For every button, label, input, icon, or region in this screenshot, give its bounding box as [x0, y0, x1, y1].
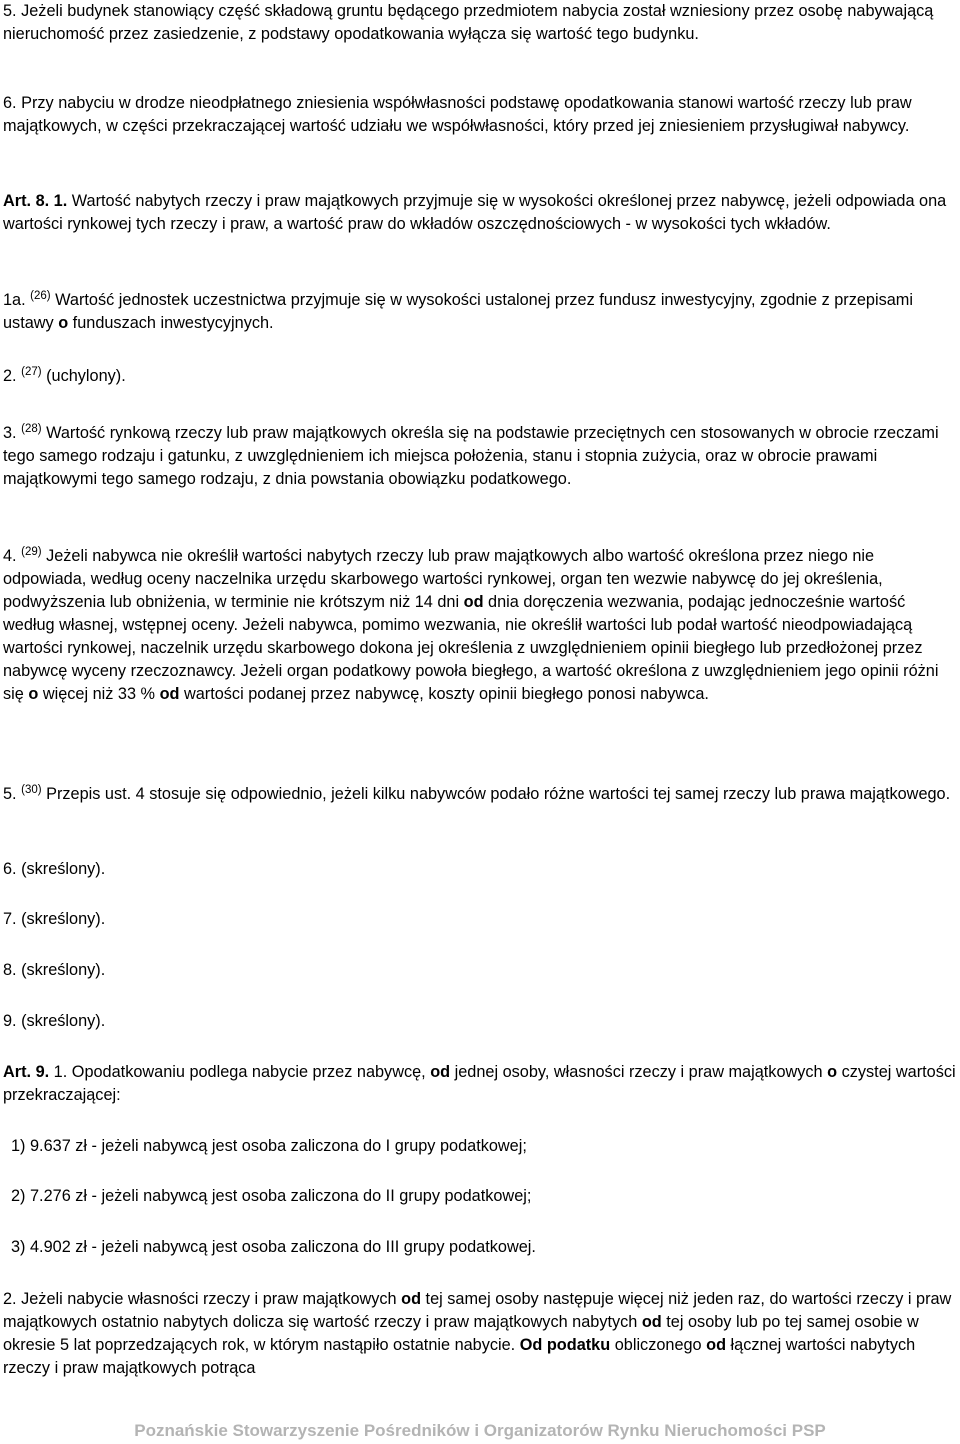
- text-run: tej osoby lub po tej samej osobie w okresie 5 lat poprzedzających rok, w którym nastąpiło ostatnie nabycie.: [3, 1313, 919, 1354]
- paragraph: [3, 1061, 958, 1107]
- footnote-ref: (26): [30, 290, 51, 302]
- text-run: 2.: [3, 367, 22, 385]
- list-item: [3, 1185, 960, 1208]
- text-run: 1. Opodatkowaniu podlega nabycie przez nabywcę,: [49, 1063, 431, 1081]
- paragraph: [3, 289, 958, 335]
- text-run: 2) 7.276 zł - jeżeli nabywcą jest osoba zaliczona do II grupy podatkowej;: [11, 1187, 532, 1205]
- paragraph: [3, 422, 958, 491]
- text-run: Wartość rynkową rzeczy lub praw majątkowych określa się na podstawie przeciętnych cen stosowanych w obrocie rzeczami tego samego rodzaju i gatunku, z uwzględnieniem ich miejsca położenia, stanu i stopnia zużycia, oraz w obrocie prawami majątkowymi tego samego rodzaju, z dnia powstania obowiązku podatkowego.: [3, 424, 939, 488]
- text-run: więcej niż 33 %: [38, 685, 160, 703]
- list-item: [3, 1236, 960, 1259]
- paragraph: [3, 1288, 958, 1380]
- bold-text: od: [706, 1336, 727, 1354]
- paragraph: [3, 959, 958, 982]
- text-run: (uchylony).: [41, 367, 126, 385]
- paragraph: [3, 365, 958, 388]
- text-run: 5.: [3, 785, 22, 803]
- text-run: 7. (skreślony).: [3, 910, 106, 928]
- text-run: Wartość jednostek uczestnictwa przyjmuje się w wysokości ustalonej przez fundusz inwestycyjny, zgodnie z przepisami ustawy: [3, 291, 913, 332]
- text-run: 3.: [3, 424, 22, 442]
- text-run: 6. (skreślony).: [3, 860, 106, 878]
- bold-text: Od podatku: [519, 1336, 611, 1354]
- text-run: wartości podanej przez nabywcę, koszty opinii biegłego ponosi nabywca.: [179, 685, 709, 703]
- list-item: [3, 1135, 960, 1158]
- text-run: łącznej wartości nabytych rzeczy i praw majątkowych potrąca: [3, 1336, 916, 1377]
- text-run: 1a.: [3, 291, 31, 309]
- footnote-ref: (29): [21, 546, 42, 558]
- footnote-ref: (28): [21, 423, 42, 435]
- text-run: 8. (skreślony).: [3, 961, 106, 979]
- bold-text: od: [159, 685, 180, 703]
- text-run: Wartość nabytych rzeczy i praw majątkowych przyjmuje się w wysokości określonej przez nabywcę, jeżeli odpowiada ona wartości rynkowej tych rzeczy i praw, a wartość praw do wkładów oszczędnościowych - w wysokości tych wkładów.: [3, 192, 947, 233]
- paragraph: [3, 1010, 958, 1033]
- text-run: 3) 4.902 zł - jeżeli nabywcą jest osoba zaliczona do III grupy podatkowej.: [11, 1238, 536, 1256]
- bold-text: od: [430, 1063, 451, 1081]
- bold-text: od: [401, 1290, 422, 1308]
- footnote-ref: (30): [21, 784, 42, 796]
- paragraph: [3, 783, 958, 806]
- bold-text: o: [28, 685, 39, 703]
- footnote-ref: (27): [21, 366, 42, 378]
- bold-text: od: [641, 1313, 662, 1331]
- paragraph: [3, 858, 958, 881]
- text-run: 4.: [3, 547, 22, 565]
- bold-text: od: [463, 593, 484, 611]
- text-run: jednej osoby, własności rzeczy i praw majątkowych: [450, 1063, 828, 1081]
- text-run: 5. Jeżeli budynek stanowiący część składową gruntu będącego przedmiotem nabycia został wzniesiony przez osobę nabywającą nieruchomość przez zasiedzenie, z podstawy opodatkowania wyłącza się wartość tego budynku.: [3, 2, 934, 43]
- paragraph: [3, 545, 958, 706]
- paragraph: [3, 190, 958, 236]
- text-run: 2. Jeżeli nabycie własności rzeczy i praw majątkowych: [3, 1290, 402, 1308]
- paragraph: [3, 0, 958, 46]
- bold-text: Art. 8. 1.: [3, 192, 68, 210]
- text-run: 1) 9.637 zł - jeżeli nabywcą jest osoba zaliczona do I grupy podatkowej;: [11, 1137, 527, 1155]
- text-run: dnia doręczenia wezwania, podając jednocześnie wartość według własnej, wstępnej oceny. Jeżeli nabywca, pomimo wezwania, nie określił wartości lub podał wartość nieodpowiadającą wartości rynkowej, naczelnik urzędu skarbowego dokona jej określenia z uwzględnieniem opinii biegłego lub przedłożonej przez nabywcę wyceny rzeczoznawcy. Jeżeli organ podatkowy powoła biegłego, a wartość określona z uwzględnieniem jego opinii różni się: [3, 593, 939, 703]
- text-run: Przepis ust. 4 stosuje się odpowiednio, jeżeli kilku nabywców podało różne wartości tej samej rzeczy lub prawa majątkowego.: [41, 785, 951, 803]
- bold-text: o: [58, 314, 69, 332]
- text-run: Jeżeli nabywca nie określił wartości nabytych rzeczy lub praw majątkowych albo wartość określona przez niego nie odpowiada, według oceny naczelnika urzędu skarbowego wartości rynkowej, organ ten wezwie nabywcę do jej określenia, podwyższenia lub obniżenia, w terminie nie krótszym niż 14 dni: [3, 547, 883, 611]
- text-run: funduszach inwestycyjnych.: [68, 314, 274, 332]
- paragraph: [3, 908, 958, 931]
- text-run: obliczonego: [610, 1336, 707, 1354]
- text-run: 9. (skreślony).: [3, 1012, 106, 1030]
- page-footer: Poznańskie Stowarzyszenie Pośredników i Organizatorów Rynku Nieruchomości PSP: [134, 1421, 826, 1440]
- text-run: tej samej osoby następuje więcej niż jeden raz, do wartości rzeczy i praw majątkowych ostatnio nabytych dolicza się wartość rzeczy i praw majątkowych nabytych: [3, 1290, 952, 1331]
- bold-text: o: [827, 1063, 838, 1081]
- paragraph: [3, 92, 958, 138]
- bold-text: Art. 9.: [3, 1063, 50, 1081]
- text-run: czystej wartości przekraczającej:: [3, 1063, 956, 1104]
- text-run: 6. Przy nabyciu w drodze nieodpłatnego zniesienia współwłasności podstawę opodatkowania stanowi wartość rzeczy lub praw majątkowych, w części przekraczającej wartość udziału we współwłasności, który przed jej zniesieniem przysługiwał nabywcy.: [3, 94, 912, 135]
